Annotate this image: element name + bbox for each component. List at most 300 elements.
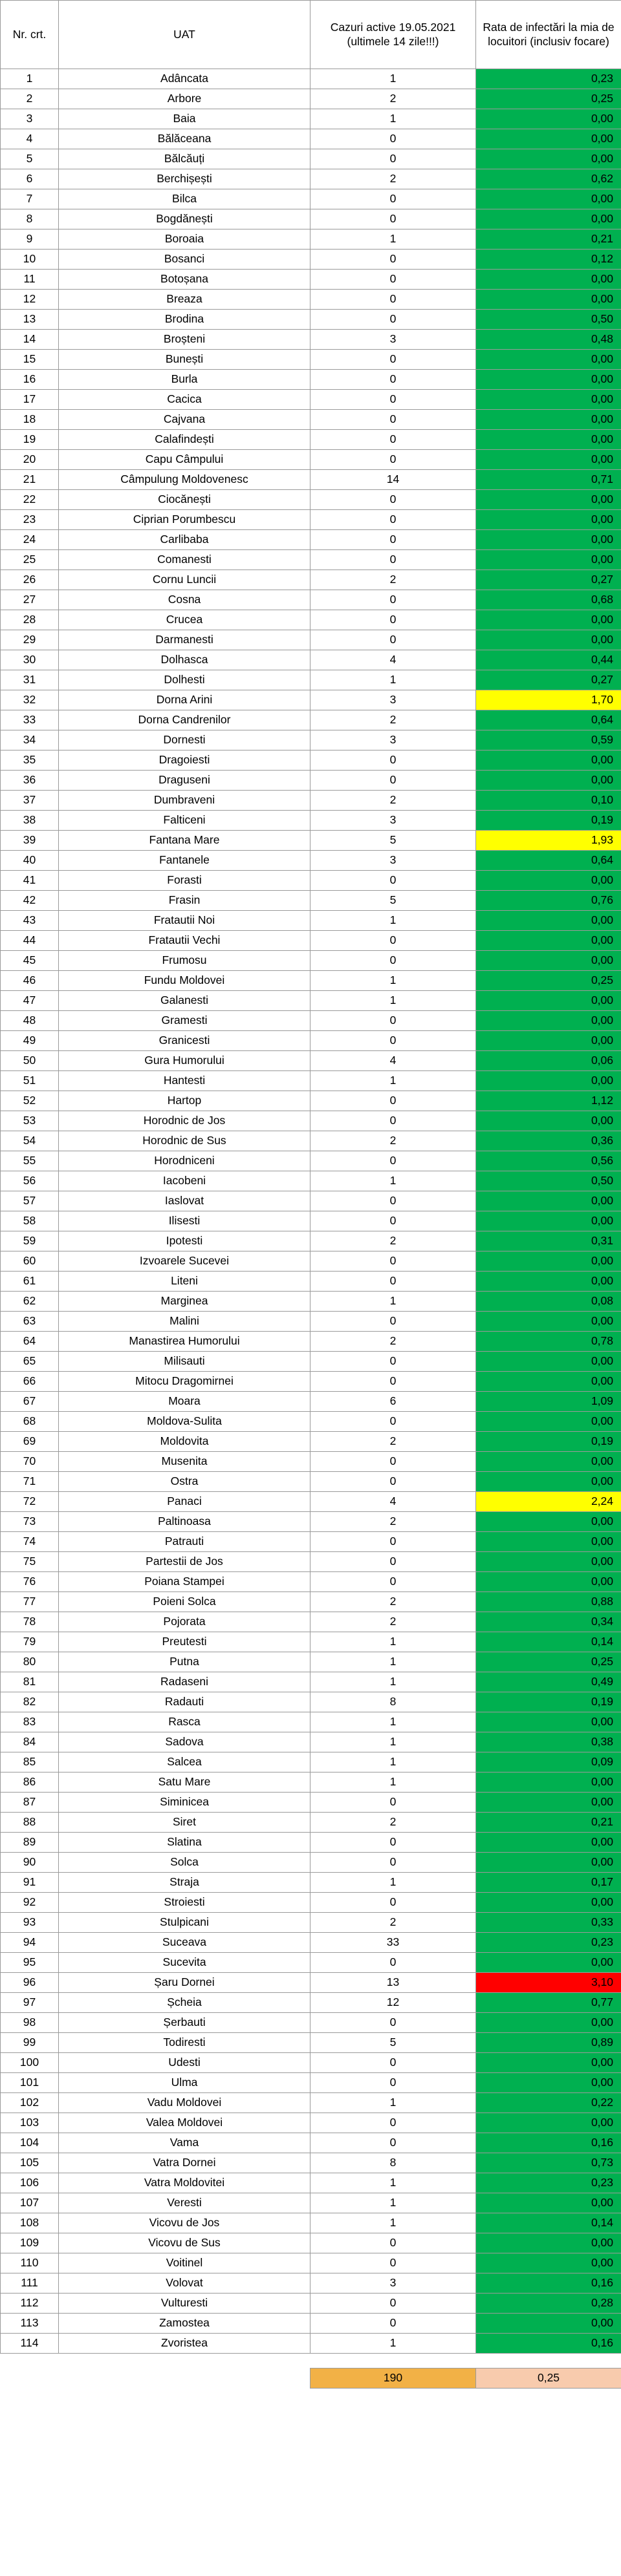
total-cases-cell[interactable]: 190 bbox=[310, 2368, 476, 2389]
cell-uat[interactable]: Ciprian Porumbescu bbox=[59, 510, 310, 530]
cell-cases[interactable]: 0 bbox=[310, 290, 476, 310]
cell-nr[interactable]: 106 bbox=[1, 2173, 59, 2193]
cell-uat[interactable]: Bilca bbox=[59, 189, 310, 209]
cell-nr[interactable]: 59 bbox=[1, 1231, 59, 1251]
cell-uat[interactable]: Sadova bbox=[59, 1732, 310, 1752]
cell-uat[interactable]: Bălcăuți bbox=[59, 149, 310, 169]
cell-rate[interactable]: 0,00 bbox=[476, 871, 621, 891]
cell-uat[interactable]: Ostra bbox=[59, 1472, 310, 1492]
cell-rate[interactable]: 0,21 bbox=[476, 1813, 621, 1833]
cell-rate[interactable]: 0,23 bbox=[476, 2173, 621, 2193]
cell-uat[interactable]: Veresti bbox=[59, 2193, 310, 2213]
cell-uat[interactable]: Volovat bbox=[59, 2273, 310, 2294]
cell-rate[interactable]: 1,12 bbox=[476, 1091, 621, 1111]
cell-nr[interactable]: 3 bbox=[1, 109, 59, 129]
cell-rate[interactable]: 0,00 bbox=[476, 1452, 621, 1472]
cell-rate[interactable]: 0,00 bbox=[476, 149, 621, 169]
cell-nr[interactable]: 68 bbox=[1, 1412, 59, 1432]
cell-cases[interactable]: 0 bbox=[310, 1191, 476, 1211]
cell-uat[interactable]: Poieni Solca bbox=[59, 1592, 310, 1612]
cell-cases[interactable]: 0 bbox=[310, 1793, 476, 1813]
cell-nr[interactable]: 113 bbox=[1, 2314, 59, 2334]
cell-uat[interactable]: Putna bbox=[59, 1652, 310, 1672]
cell-uat[interactable]: Hartop bbox=[59, 1091, 310, 1111]
cell-uat[interactable]: Brodina bbox=[59, 310, 310, 330]
cell-cases[interactable]: 12 bbox=[310, 1993, 476, 2013]
cell-cases[interactable]: 0 bbox=[310, 1211, 476, 1231]
cell-uat[interactable]: Dragoiesti bbox=[59, 750, 310, 771]
cell-cases[interactable]: 0 bbox=[310, 1151, 476, 1171]
cell-uat[interactable]: Iacobeni bbox=[59, 1171, 310, 1191]
cell-cases[interactable]: 0 bbox=[310, 2253, 476, 2273]
cell-cases[interactable]: 0 bbox=[310, 2073, 476, 2093]
cell-rate[interactable]: 0,77 bbox=[476, 1993, 621, 2013]
cell-uat[interactable]: Fratautii Vechi bbox=[59, 931, 310, 951]
cell-uat[interactable]: Bosanci bbox=[59, 250, 310, 270]
cell-rate[interactable]: 0,76 bbox=[476, 891, 621, 911]
cell-rate[interactable]: 0,25 bbox=[476, 1652, 621, 1672]
cell-rate[interactable]: 0,00 bbox=[476, 290, 621, 310]
cell-cases[interactable]: 0 bbox=[310, 2113, 476, 2133]
cell-rate[interactable]: 0,34 bbox=[476, 1612, 621, 1632]
cell-cases[interactable]: 6 bbox=[310, 1392, 476, 1412]
cell-rate[interactable]: 0,59 bbox=[476, 730, 621, 750]
cell-nr[interactable]: 17 bbox=[1, 390, 59, 410]
cell-uat[interactable]: Panaci bbox=[59, 1492, 310, 1512]
cell-cases[interactable]: 3 bbox=[310, 730, 476, 750]
cell-nr[interactable]: 8 bbox=[1, 209, 59, 229]
cell-uat[interactable]: Vama bbox=[59, 2133, 310, 2153]
cell-cases[interactable]: 5 bbox=[310, 2033, 476, 2053]
cell-rate[interactable]: 0,00 bbox=[476, 2113, 621, 2133]
cell-uat[interactable]: Musenita bbox=[59, 1452, 310, 1472]
cell-uat[interactable]: Liteni bbox=[59, 1272, 310, 1292]
cell-uat[interactable]: Vadu Moldovei bbox=[59, 2093, 310, 2113]
cell-nr[interactable]: 40 bbox=[1, 851, 59, 871]
cell-uat[interactable]: Vatra Dornei bbox=[59, 2153, 310, 2173]
cell-cases[interactable]: 4 bbox=[310, 650, 476, 670]
cell-cases[interactable]: 2 bbox=[310, 791, 476, 811]
cell-cases[interactable]: 0 bbox=[310, 610, 476, 630]
cell-rate[interactable]: 0,44 bbox=[476, 650, 621, 670]
cell-cases[interactable]: 0 bbox=[310, 410, 476, 430]
cell-cases[interactable]: 5 bbox=[310, 831, 476, 851]
cell-uat[interactable]: Ciocănești bbox=[59, 490, 310, 510]
cell-nr[interactable]: 108 bbox=[1, 2213, 59, 2233]
cell-uat[interactable]: Fantanele bbox=[59, 851, 310, 871]
cell-rate[interactable]: 0,00 bbox=[476, 1853, 621, 1873]
cell-nr[interactable]: 76 bbox=[1, 1572, 59, 1592]
cell-nr[interactable]: 48 bbox=[1, 1011, 59, 1031]
cell-cases[interactable]: 0 bbox=[310, 590, 476, 610]
cell-cases[interactable]: 1 bbox=[310, 2093, 476, 2113]
cell-nr[interactable]: 90 bbox=[1, 1853, 59, 1873]
cell-rate[interactable]: 0,00 bbox=[476, 750, 621, 771]
cell-nr[interactable]: 94 bbox=[1, 1933, 59, 1953]
cell-nr[interactable]: 52 bbox=[1, 1091, 59, 1111]
cell-rate[interactable]: 0,14 bbox=[476, 1632, 621, 1652]
cell-rate[interactable]: 0,62 bbox=[476, 169, 621, 189]
cell-rate[interactable]: 0,00 bbox=[476, 2013, 621, 2033]
cell-cases[interactable]: 2 bbox=[310, 1913, 476, 1933]
cell-cases[interactable]: 0 bbox=[310, 490, 476, 510]
cell-cases[interactable]: 1 bbox=[310, 991, 476, 1011]
cell-rate[interactable]: 1,09 bbox=[476, 1392, 621, 1412]
cell-rate[interactable]: 0,50 bbox=[476, 1171, 621, 1191]
header-rate[interactable]: Rata de infectări la mia de locuitori (inclusiv focare) bbox=[476, 1, 621, 69]
cell-cases[interactable]: 0 bbox=[310, 310, 476, 330]
cell-rate[interactable]: 0,16 bbox=[476, 2133, 621, 2153]
cell-uat[interactable]: Ilisesti bbox=[59, 1211, 310, 1231]
cell-nr[interactable]: 58 bbox=[1, 1211, 59, 1231]
cell-cases[interactable]: 1 bbox=[310, 2193, 476, 2213]
cell-cases[interactable]: 1 bbox=[310, 229, 476, 250]
cell-uat[interactable]: Slatina bbox=[59, 1833, 310, 1853]
cell-nr[interactable]: 105 bbox=[1, 2153, 59, 2173]
cell-rate[interactable]: 0,00 bbox=[476, 410, 621, 430]
cell-rate[interactable]: 0,00 bbox=[476, 1191, 621, 1211]
cell-rate[interactable]: 0,73 bbox=[476, 2153, 621, 2173]
cell-uat[interactable]: Straja bbox=[59, 1873, 310, 1893]
cell-rate[interactable]: 0,00 bbox=[476, 2253, 621, 2273]
cell-cases[interactable]: 0 bbox=[310, 1833, 476, 1853]
cell-uat[interactable]: Darmanesti bbox=[59, 630, 310, 650]
cell-nr[interactable]: 37 bbox=[1, 791, 59, 811]
cell-rate[interactable]: 0,00 bbox=[476, 610, 621, 630]
cell-rate[interactable]: 0,27 bbox=[476, 670, 621, 690]
cell-cases[interactable]: 1 bbox=[310, 1732, 476, 1752]
cell-uat[interactable]: Vulturesti bbox=[59, 2294, 310, 2314]
cell-nr[interactable]: 104 bbox=[1, 2133, 59, 2153]
cell-rate[interactable]: 0,78 bbox=[476, 1332, 621, 1352]
cell-rate[interactable]: 0,00 bbox=[476, 951, 621, 971]
cell-cases[interactable]: 3 bbox=[310, 2273, 476, 2294]
cell-nr[interactable]: 46 bbox=[1, 971, 59, 991]
cell-uat[interactable]: Zvoristea bbox=[59, 2334, 310, 2354]
cell-rate[interactable]: 0,00 bbox=[476, 490, 621, 510]
cell-cases[interactable]: 1 bbox=[310, 670, 476, 690]
cell-cases[interactable]: 0 bbox=[310, 149, 476, 169]
cell-cases[interactable]: 2 bbox=[310, 169, 476, 189]
cell-nr[interactable]: 20 bbox=[1, 450, 59, 470]
cell-cases[interactable]: 2 bbox=[310, 1332, 476, 1352]
cell-rate[interactable]: 0,08 bbox=[476, 1292, 621, 1312]
cell-uat[interactable]: Horodniceni bbox=[59, 1151, 310, 1171]
cell-nr[interactable]: 67 bbox=[1, 1392, 59, 1412]
cell-nr[interactable]: 21 bbox=[1, 470, 59, 490]
cell-cases[interactable]: 0 bbox=[310, 1272, 476, 1292]
cell-uat[interactable]: Frasin bbox=[59, 891, 310, 911]
cell-cases[interactable]: 0 bbox=[310, 1031, 476, 1051]
cell-uat[interactable]: Draguseni bbox=[59, 771, 310, 791]
cell-uat[interactable]: Voitinel bbox=[59, 2253, 310, 2273]
cell-cases[interactable]: 1 bbox=[310, 2173, 476, 2193]
cell-uat[interactable]: Bălăceana bbox=[59, 129, 310, 149]
cell-uat[interactable]: Șerbauti bbox=[59, 2013, 310, 2033]
cell-rate[interactable]: 0,00 bbox=[476, 1472, 621, 1492]
cell-nr[interactable]: 56 bbox=[1, 1171, 59, 1191]
cell-rate[interactable]: 0,00 bbox=[476, 2053, 621, 2073]
cell-uat[interactable]: Frumosu bbox=[59, 951, 310, 971]
cell-nr[interactable]: 75 bbox=[1, 1552, 59, 1572]
cell-rate[interactable]: 0,64 bbox=[476, 851, 621, 871]
cell-nr[interactable]: 110 bbox=[1, 2253, 59, 2273]
cell-nr[interactable]: 38 bbox=[1, 811, 59, 831]
cell-cases[interactable]: 2 bbox=[310, 570, 476, 590]
cell-uat[interactable]: Partestii de Jos bbox=[59, 1552, 310, 1572]
cell-uat[interactable]: Pojorata bbox=[59, 1612, 310, 1632]
cell-rate[interactable]: 0,00 bbox=[476, 1512, 621, 1532]
cell-rate[interactable]: 0,00 bbox=[476, 1352, 621, 1372]
cell-uat[interactable]: Șcheia bbox=[59, 1993, 310, 2013]
cell-nr[interactable]: 2 bbox=[1, 89, 59, 109]
cell-nr[interactable]: 93 bbox=[1, 1913, 59, 1933]
cell-nr[interactable]: 36 bbox=[1, 771, 59, 791]
cell-cases[interactable]: 0 bbox=[310, 1412, 476, 1432]
cell-nr[interactable]: 84 bbox=[1, 1732, 59, 1752]
cell-rate[interactable]: 0,00 bbox=[476, 1251, 621, 1272]
cell-uat[interactable]: Galanesti bbox=[59, 991, 310, 1011]
cell-uat[interactable]: Boroaia bbox=[59, 229, 310, 250]
cell-rate[interactable]: 0,00 bbox=[476, 2193, 621, 2213]
cell-cases[interactable]: 3 bbox=[310, 851, 476, 871]
cell-cases[interactable]: 1 bbox=[310, 1772, 476, 1793]
cell-uat[interactable]: Horodnic de Jos bbox=[59, 1111, 310, 1131]
cell-uat[interactable]: Comanesti bbox=[59, 550, 310, 570]
cell-rate[interactable]: 0,00 bbox=[476, 1031, 621, 1051]
cell-uat[interactable]: Bunești bbox=[59, 350, 310, 370]
cell-rate[interactable]: 0,00 bbox=[476, 1953, 621, 1973]
cell-uat[interactable]: Fratautii Noi bbox=[59, 911, 310, 931]
cell-nr[interactable]: 63 bbox=[1, 1312, 59, 1332]
cell-nr[interactable]: 51 bbox=[1, 1071, 59, 1091]
cell-cases[interactable]: 2 bbox=[310, 710, 476, 730]
cell-uat[interactable]: Botoșana bbox=[59, 270, 310, 290]
cell-cases[interactable]: 0 bbox=[310, 1011, 476, 1031]
cell-uat[interactable]: Baia bbox=[59, 109, 310, 129]
cell-nr[interactable]: 55 bbox=[1, 1151, 59, 1171]
cell-rate[interactable]: 0,00 bbox=[476, 1111, 621, 1131]
cell-nr[interactable]: 88 bbox=[1, 1813, 59, 1833]
cell-rate[interactable]: 0,00 bbox=[476, 390, 621, 410]
cell-uat[interactable]: Patrauti bbox=[59, 1532, 310, 1552]
cell-nr[interactable]: 19 bbox=[1, 430, 59, 450]
cell-cases[interactable]: 0 bbox=[310, 1352, 476, 1372]
cell-nr[interactable]: 114 bbox=[1, 2334, 59, 2354]
cell-cases[interactable]: 0 bbox=[310, 1953, 476, 1973]
cell-nr[interactable]: 34 bbox=[1, 730, 59, 750]
cell-uat[interactable]: Falticeni bbox=[59, 811, 310, 831]
cell-uat[interactable]: Carlibaba bbox=[59, 530, 310, 550]
cell-cases[interactable]: 0 bbox=[310, 1893, 476, 1913]
cell-cases[interactable]: 1 bbox=[310, 2334, 476, 2354]
cell-rate[interactable]: 0,38 bbox=[476, 1732, 621, 1752]
cell-uat[interactable]: Radauti bbox=[59, 1692, 310, 1712]
cell-cases[interactable]: 1 bbox=[310, 69, 476, 89]
cell-cases[interactable]: 2 bbox=[310, 1432, 476, 1452]
cell-uat[interactable]: Cacica bbox=[59, 390, 310, 410]
cell-uat[interactable]: Stulpicani bbox=[59, 1913, 310, 1933]
cell-rate[interactable]: 0,68 bbox=[476, 590, 621, 610]
cell-nr[interactable]: 95 bbox=[1, 1953, 59, 1973]
cell-cases[interactable]: 33 bbox=[310, 1933, 476, 1953]
cell-cases[interactable]: 1 bbox=[310, 2213, 476, 2233]
cell-cases[interactable]: 0 bbox=[310, 270, 476, 290]
cell-uat[interactable]: Cajvana bbox=[59, 410, 310, 430]
cell-cases[interactable]: 2 bbox=[310, 1512, 476, 1532]
cell-nr[interactable]: 73 bbox=[1, 1512, 59, 1532]
cell-uat[interactable]: Crucea bbox=[59, 610, 310, 630]
cell-rate[interactable]: 0,27 bbox=[476, 570, 621, 590]
cell-nr[interactable]: 83 bbox=[1, 1712, 59, 1732]
cell-nr[interactable]: 25 bbox=[1, 550, 59, 570]
cell-cases[interactable]: 2 bbox=[310, 89, 476, 109]
cell-rate[interactable]: 0,50 bbox=[476, 310, 621, 330]
cell-nr[interactable]: 9 bbox=[1, 229, 59, 250]
header-uat[interactable]: UAT bbox=[59, 1, 310, 69]
header-cases[interactable]: Cazuri active 19.05.2021 (ultimele 14 zile!!!) bbox=[310, 1, 476, 69]
cell-nr[interactable]: 11 bbox=[1, 270, 59, 290]
cell-nr[interactable]: 30 bbox=[1, 650, 59, 670]
cell-uat[interactable]: Breaza bbox=[59, 290, 310, 310]
cell-nr[interactable]: 96 bbox=[1, 1973, 59, 1993]
cell-nr[interactable]: 35 bbox=[1, 750, 59, 771]
cell-rate[interactable]: 0,14 bbox=[476, 2213, 621, 2233]
cell-rate[interactable]: 0,00 bbox=[476, 1772, 621, 1793]
cell-cases[interactable]: 8 bbox=[310, 1692, 476, 1712]
cell-nr[interactable]: 99 bbox=[1, 2033, 59, 2053]
cell-rate[interactable]: 0,00 bbox=[476, 1572, 621, 1592]
cell-rate[interactable]: 0,71 bbox=[476, 470, 621, 490]
cell-uat[interactable]: Valea Moldovei bbox=[59, 2113, 310, 2133]
cell-cases[interactable]: 0 bbox=[310, 530, 476, 550]
cell-uat[interactable]: Vicovu de Jos bbox=[59, 2213, 310, 2233]
cell-rate[interactable]: 0,00 bbox=[476, 129, 621, 149]
cell-uat[interactable]: Todiresti bbox=[59, 2033, 310, 2053]
cell-uat[interactable]: Udesti bbox=[59, 2053, 310, 2073]
cell-uat[interactable]: Moara bbox=[59, 1392, 310, 1412]
cell-uat[interactable]: Șaru Dornei bbox=[59, 1973, 310, 1993]
cell-uat[interactable]: Salcea bbox=[59, 1752, 310, 1772]
cell-uat[interactable]: Dorna Candrenilor bbox=[59, 710, 310, 730]
cell-nr[interactable]: 28 bbox=[1, 610, 59, 630]
cell-cases[interactable]: 13 bbox=[310, 1973, 476, 1993]
cell-rate[interactable]: 0,17 bbox=[476, 1873, 621, 1893]
cell-rate[interactable]: 0,23 bbox=[476, 69, 621, 89]
cell-nr[interactable]: 22 bbox=[1, 490, 59, 510]
cell-rate[interactable]: 0,00 bbox=[476, 991, 621, 1011]
cell-nr[interactable]: 29 bbox=[1, 630, 59, 650]
cell-uat[interactable]: Moldovita bbox=[59, 1432, 310, 1452]
cell-uat[interactable]: Radaseni bbox=[59, 1672, 310, 1692]
cell-nr[interactable]: 64 bbox=[1, 1332, 59, 1352]
cell-cases[interactable]: 0 bbox=[310, 2294, 476, 2314]
cell-nr[interactable]: 61 bbox=[1, 1272, 59, 1292]
cell-uat[interactable]: Fundu Moldovei bbox=[59, 971, 310, 991]
cell-rate[interactable]: 0,06 bbox=[476, 1051, 621, 1071]
cell-uat[interactable]: Vatra Moldovitei bbox=[59, 2173, 310, 2193]
cell-rate[interactable]: 0,00 bbox=[476, 1312, 621, 1332]
cell-nr[interactable]: 89 bbox=[1, 1833, 59, 1853]
cell-nr[interactable]: 26 bbox=[1, 570, 59, 590]
cell-cases[interactable]: 2 bbox=[310, 1131, 476, 1151]
cell-nr[interactable]: 31 bbox=[1, 670, 59, 690]
cell-rate[interactable]: 0,00 bbox=[476, 931, 621, 951]
cell-uat[interactable]: Burla bbox=[59, 370, 310, 390]
cell-uat[interactable]: Vicovu de Sus bbox=[59, 2233, 310, 2253]
cell-nr[interactable]: 69 bbox=[1, 1432, 59, 1452]
cell-uat[interactable]: Granicesti bbox=[59, 1031, 310, 1051]
cell-rate[interactable]: 0,28 bbox=[476, 2294, 621, 2314]
cell-rate[interactable]: 1,93 bbox=[476, 831, 621, 851]
cell-nr[interactable]: 44 bbox=[1, 931, 59, 951]
cell-uat[interactable]: Hantesti bbox=[59, 1071, 310, 1091]
cell-cases[interactable]: 1 bbox=[310, 1071, 476, 1091]
cell-cases[interactable]: 3 bbox=[310, 330, 476, 350]
cell-cases[interactable]: 0 bbox=[310, 1091, 476, 1111]
cell-rate[interactable]: 0,89 bbox=[476, 2033, 621, 2053]
cell-nr[interactable]: 74 bbox=[1, 1532, 59, 1552]
cell-cases[interactable]: 2 bbox=[310, 1231, 476, 1251]
cell-uat[interactable]: Ulma bbox=[59, 2073, 310, 2093]
cell-rate[interactable]: 0,19 bbox=[476, 811, 621, 831]
cell-rate[interactable]: 0,00 bbox=[476, 430, 621, 450]
cell-nr[interactable]: 6 bbox=[1, 169, 59, 189]
cell-cases[interactable]: 0 bbox=[310, 2013, 476, 2033]
cell-rate[interactable]: 0,00 bbox=[476, 911, 621, 931]
cell-nr[interactable]: 16 bbox=[1, 370, 59, 390]
cell-nr[interactable]: 43 bbox=[1, 911, 59, 931]
cell-rate[interactable]: 0,49 bbox=[476, 1672, 621, 1692]
cell-cases[interactable]: 1 bbox=[310, 1292, 476, 1312]
cell-nr[interactable]: 53 bbox=[1, 1111, 59, 1131]
cell-cases[interactable]: 0 bbox=[310, 1532, 476, 1552]
cell-uat[interactable]: Iaslovat bbox=[59, 1191, 310, 1211]
cell-cases[interactable]: 1 bbox=[310, 1652, 476, 1672]
cell-rate[interactable]: 0,00 bbox=[476, 1833, 621, 1853]
cell-nr[interactable]: 102 bbox=[1, 2093, 59, 2113]
cell-nr[interactable]: 12 bbox=[1, 290, 59, 310]
cell-cases[interactable]: 0 bbox=[310, 771, 476, 791]
cell-cases[interactable]: 3 bbox=[310, 690, 476, 710]
cell-uat[interactable]: Malini bbox=[59, 1312, 310, 1332]
cell-cases[interactable]: 3 bbox=[310, 811, 476, 831]
cell-nr[interactable]: 70 bbox=[1, 1452, 59, 1472]
cell-uat[interactable]: Siret bbox=[59, 1813, 310, 1833]
cell-rate[interactable]: 0,00 bbox=[476, 771, 621, 791]
cell-nr[interactable]: 33 bbox=[1, 710, 59, 730]
cell-cases[interactable]: 1 bbox=[310, 1752, 476, 1772]
cell-rate[interactable]: 0,00 bbox=[476, 1011, 621, 1031]
cell-uat[interactable]: Fantana Mare bbox=[59, 831, 310, 851]
cell-uat[interactable]: Manastirea Humorului bbox=[59, 1332, 310, 1352]
cell-nr[interactable]: 103 bbox=[1, 2113, 59, 2133]
cell-uat[interactable]: Capu Câmpului bbox=[59, 450, 310, 470]
cell-uat[interactable]: Dornesti bbox=[59, 730, 310, 750]
cell-rate[interactable]: 0,88 bbox=[476, 1592, 621, 1612]
cell-nr[interactable]: 47 bbox=[1, 991, 59, 1011]
cell-cases[interactable]: 5 bbox=[310, 891, 476, 911]
cell-cases[interactable]: 0 bbox=[310, 630, 476, 650]
total-rate-cell[interactable]: 0,25 bbox=[476, 2368, 621, 2389]
cell-uat[interactable]: Sucevita bbox=[59, 1953, 310, 1973]
cell-rate[interactable]: 0,21 bbox=[476, 229, 621, 250]
cell-nr[interactable]: 10 bbox=[1, 250, 59, 270]
cell-uat[interactable]: Moldova-Sulita bbox=[59, 1412, 310, 1432]
cell-uat[interactable]: Forasti bbox=[59, 871, 310, 891]
cell-cases[interactable]: 0 bbox=[310, 450, 476, 470]
cell-cases[interactable]: 1 bbox=[310, 109, 476, 129]
